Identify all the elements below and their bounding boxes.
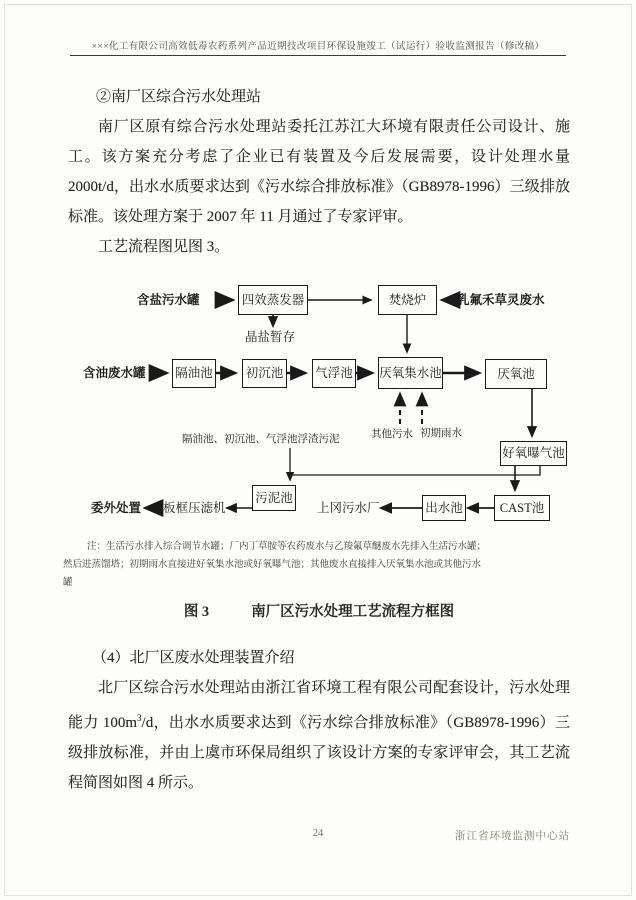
label-scum-sludge: 隔油池、初沉池、气浮池浮渣污泥 <box>182 434 340 445</box>
label-salt-wastewater-tank: 含盐污水罐 <box>137 293 200 307</box>
node-primary-settling-tank: 初沉池 <box>242 359 287 388</box>
header-title: ×××化工有限公司高效低毒农药系列产品近期技改项目环保设施竣工（试运行）验收监测报告（修改稿） <box>91 42 545 52</box>
paragraph-north-part1: 北厂区综合污水处理站由浙江省环境工程有限公司配套设计，污水处理能力 100m <box>68 680 570 731</box>
footnote-line-2: 然后进蒸馏塔；初期雨水直接进好氧集水池或好氧曝气池；其他废水直接排入厌氧集水池或其他污水 <box>63 560 482 570</box>
footnote-line-3: 罐 <box>63 578 73 588</box>
cubic-meter-superscript: 3 <box>137 713 142 723</box>
node-anaerobic-tank: 厌氧池 <box>485 359 547 389</box>
section-heading-north-plant: （4）北厂区废水处理装置介绍 <box>92 650 295 666</box>
node-anaerobic-collection-tank: 厌氧集水池 <box>378 357 443 389</box>
footer-organization: 浙江省环境监测中心站 <box>455 831 570 842</box>
node-cast-tank: CAST池 <box>494 495 550 521</box>
node-air-flotation-tank: 气浮池 <box>312 359 356 388</box>
section-heading-south-plant: ②南厂区综合污水处理站 <box>96 89 262 105</box>
node-effluent-tank: 出水池 <box>422 495 466 521</box>
diagram-footnote <box>63 538 573 592</box>
label-lactofen-wastewater: 乳氟禾草灵废水 <box>457 293 545 307</box>
node-oil-separator: 隔油池 <box>172 359 216 388</box>
node-aerobic-aeration-tank: 好氧曝气池 <box>500 441 567 466</box>
page-number: 24 <box>312 828 324 839</box>
footnote-line-1: 注：生活污水排入综合调节水罐；厂内丁草胺等农药废水与乙羧氟草醚废水先排入生活污水罐； <box>87 542 487 552</box>
label-other-wastewater: 其他污水 <box>371 429 413 440</box>
label-outsourced-disposal: 委外处置 <box>91 501 142 515</box>
label-receiving-plant: 上冈污水厂 <box>317 501 380 515</box>
paragraph-north-part2: /d，出水水质要求达到《污水综合排放标准》（GB8978-1996）三级排放标准，并由上虞市环保局组织了该设计方案的专家评审会，其工艺流程简图如图 4 所示。 <box>68 715 570 791</box>
figure-caption <box>68 600 570 621</box>
flow-arrows <box>75 278 587 530</box>
figure-title: 南厂区污水处理工艺流程方框图 <box>251 604 455 620</box>
node-evaporator: 四效蒸发器 <box>238 285 308 315</box>
node-incinerator: 焚烧炉 <box>378 285 437 315</box>
label-filter-press: 板框压滤机 <box>163 501 226 515</box>
paragraph-flow-figure-ref: 工艺流程图见图 3。 <box>98 239 230 255</box>
paragraph-north-plant-intro <box>68 673 570 798</box>
document-body <box>63 82 570 798</box>
process-flow-diagram <box>75 278 587 530</box>
figure-number: 图 3 <box>183 604 210 620</box>
node-sludge-tank: 污泥池 <box>252 485 296 511</box>
document-header <box>70 0 566 56</box>
label-oily-wastewater-tank: 含油废水罐 <box>83 366 146 380</box>
paragraph-south-plant-intro: 南厂区原有综合污水处理站委托江苏江大环境有限责任公司设计、施工。该方案充分考虑了企业已有装置及今后发展需要，设计处理水量2000t/d，出水水质要求达到《污水综合排放标准》（GB8978-1996）三级排放标准。该处理方案于 2007 年 11 月通过了专家评审。 <box>68 119 570 225</box>
label-crystal-salt-storage: 晶盐暂存 <box>245 330 296 344</box>
label-initial-rainwater: 初期雨水 <box>420 428 462 439</box>
